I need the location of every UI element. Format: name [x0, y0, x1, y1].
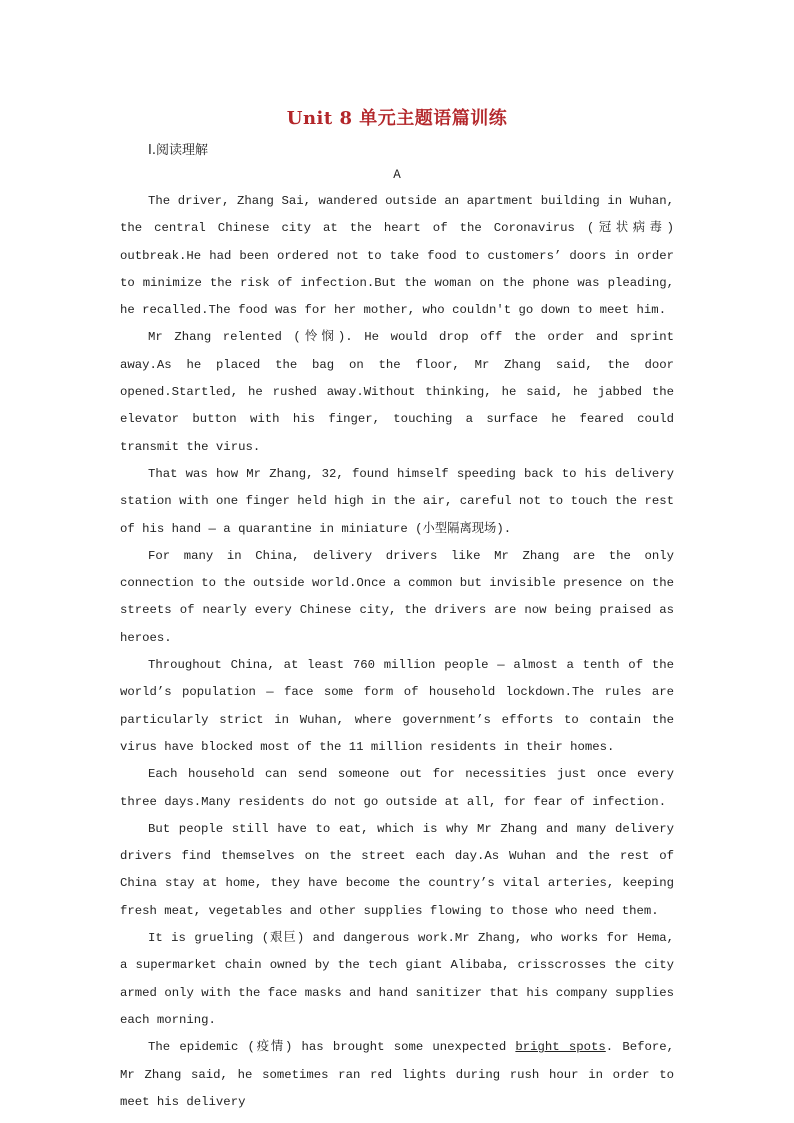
paragraph-2: Mr Zhang relented (怜悯). He would drop off the order and sprint away.As he placed the bag on the floor, Mr Zhang said, the door opened.Startled, he rushed away.Without thinking, he said, he jabbed the elevator button with his finger, touching a surface he feared could transmit the virus. [120, 330, 674, 454]
paragraph-1: The driver, Zhang Sai, wandered outside an apartment building in Wuhan, the central Chinese city at the heart of the Coronavirus (冠状病毒) outbreak.He had been ordered not to take food to customers’ doors in order to minimize the risk of infection.But the woman on the phone was pleading, he recalled.The food was for her mother, who couldn't go down to meet him. [120, 194, 674, 318]
paragraph-3: That was how Mr Zhang, 32, found himself speeding back to his delivery station with one finger held high in the air, careful not to touch the rest of his hand — a quarantine in miniature (小型隔离现场). [120, 466, 674, 536]
paragraph-8: It is grueling (艰巨) and dangerous work.Mr Zhang, who works for Hema, a supermarket chain owned by the tech giant Alibaba, crisscrosses the city armed only with the face masks and hand sanitizer that his company supplies each morning. [120, 931, 674, 1027]
paragraph-7: But people still have to eat, which is why Mr Zhang and many delivery drivers find themselves on the street each day.As Wuhan and the rest of China stay at home, they have become the country’s vital arteries, keeping fresh meat, vegetables and other supplies flowing to those who need them. [120, 821, 674, 918]
page-title: Unit 8 单元主题语篇训练 [286, 108, 508, 129]
paragraph-4: For many in China, delivery drivers like Mr Zhang are the only connection to the outside world.Once a common but invisible presence on the streets of nearly every Chinese city, the drivers are now being praised as heroes. [120, 548, 674, 645]
paragraph-9-text-before: The epidemic (疫情) has brought some unexpected [148, 1040, 516, 1055]
passage-body [120, 188, 674, 1116]
paragraph-9 [120, 1034, 674, 1116]
paragraph-5: Throughout China, at least 760 million people — almost a tenth of the world’s population — face some form of household lockdown.The rules are particularly strict in Wuhan, where government’s efforts to contain the virus have blocked most of the 11 million residents in their homes. [120, 658, 674, 754]
paragraph-9-text-after: . Before, Mr Zhang said, he sometimes ran red lights during rush hour in order to meet his delivery [120, 1040, 674, 1109]
paragraph-6: Each household can send someone out for necessities just once every three days.Many residents do not go outside at all, for fear of infection. [120, 767, 674, 809]
section-heading: Ⅰ.阅读理解 [148, 143, 208, 158]
passage-label: A [393, 168, 401, 182]
underlined-phrase: bright spots [515, 1040, 606, 1055]
